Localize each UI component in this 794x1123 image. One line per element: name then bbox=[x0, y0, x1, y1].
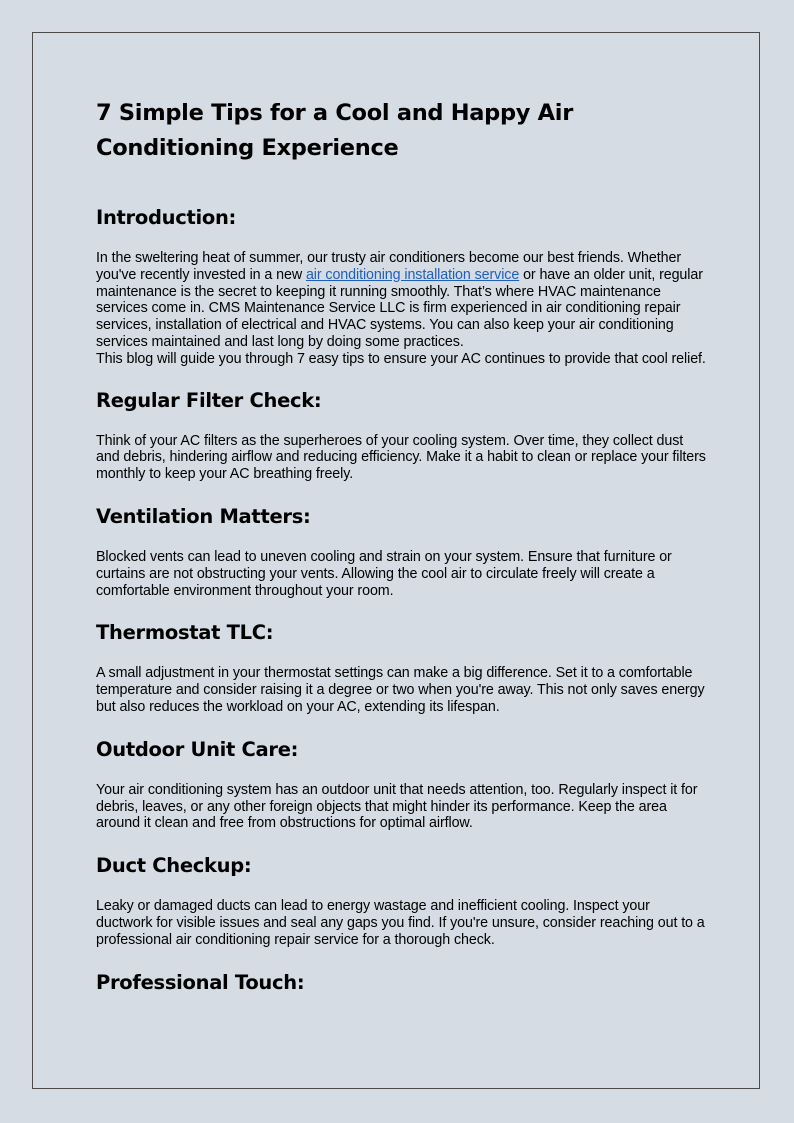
intro-section bbox=[96, 205, 706, 368]
section-filter-check bbox=[96, 388, 706, 483]
page-title: 7 Simple Tips for a Cool and Happy Air Conditioning Experience bbox=[96, 100, 574, 161]
intro-text-before-link: In the sweltering heat of summer, our trusty air conditioners become our best friends. Whether you've recently invested in a new bbox=[96, 250, 681, 283]
section-heading: Ventilation Matters: bbox=[96, 504, 311, 528]
section-heading: Duct Checkup: bbox=[96, 854, 252, 878]
section-ventilation bbox=[96, 504, 706, 599]
intro-text-after-link: or have an older unit, regular maintenance is the secret to keeping it running smoothly. That’s where HVAC maintenance services come in. CMS Maintenance Service LLC is firm experienced in air conditioning repair services, installation of electrical and HVAC systems. You can also keep your air conditioning services maintained and last long by doing some practices. bbox=[96, 266, 703, 350]
section-paragraph: Your air conditioning system has an outdoor unit that needs attention, too. Regularly inspect it for debris, leaves, or any other foreign objects that might hinder its performance. Keep the area around it clean and free from obstructions for optimal airflow. bbox=[96, 781, 698, 832]
installation-service-link[interactable]: air conditioning installation service bbox=[305, 266, 520, 283]
intro-heading: Introduction: bbox=[96, 206, 237, 229]
section-paragraph: Think of your AC filters as the superheroes of your cooling system. Over time, they collect dust and debris, hindering airflow and reducing efficiency. Make it a habit to clean or replace your filters monthly to keep your AC breathing freely. bbox=[96, 432, 706, 483]
section-outdoor-unit bbox=[96, 737, 706, 832]
section-paragraph: Leaky or damaged ducts can lead to energy wastage and inefficient cooling. Inspect your ductwork for visible issues and seal any gaps you find. If you're unsure, consider reaching out to a professional air conditioning repair service for a thorough check. bbox=[96, 898, 705, 948]
section-heading: Outdoor Unit Care: bbox=[96, 737, 299, 761]
section-professional-touch bbox=[96, 970, 706, 996]
section-duct-checkup bbox=[96, 853, 706, 948]
section-paragraph: A small adjustment in your thermostat settings can make a big difference. Set it to a comfortable temperature and consider raising it a degree or two when you're away. This not only saves energy but also reduces the workload on your AC, extending its lifespan. bbox=[96, 665, 705, 715]
document-content bbox=[96, 96, 706, 1015]
intro-second-line: This blog will guide you through 7 easy tips to ensure your AC continues to provide that cool relief. bbox=[96, 350, 706, 367]
intro-paragraph bbox=[96, 250, 706, 368]
section-heading: Thermostat TLC: bbox=[96, 621, 274, 645]
section-thermostat bbox=[96, 620, 706, 715]
section-heading: Professional Touch: bbox=[96, 970, 305, 994]
section-paragraph: Blocked vents can lead to uneven cooling and strain on your system. Ensure that furniture or curtains are not obstructing your vents. Allowing the cool air to circulate freely will create a comfortable environment throughout your room. bbox=[96, 548, 672, 599]
section-heading: Regular Filter Check: bbox=[96, 388, 322, 412]
